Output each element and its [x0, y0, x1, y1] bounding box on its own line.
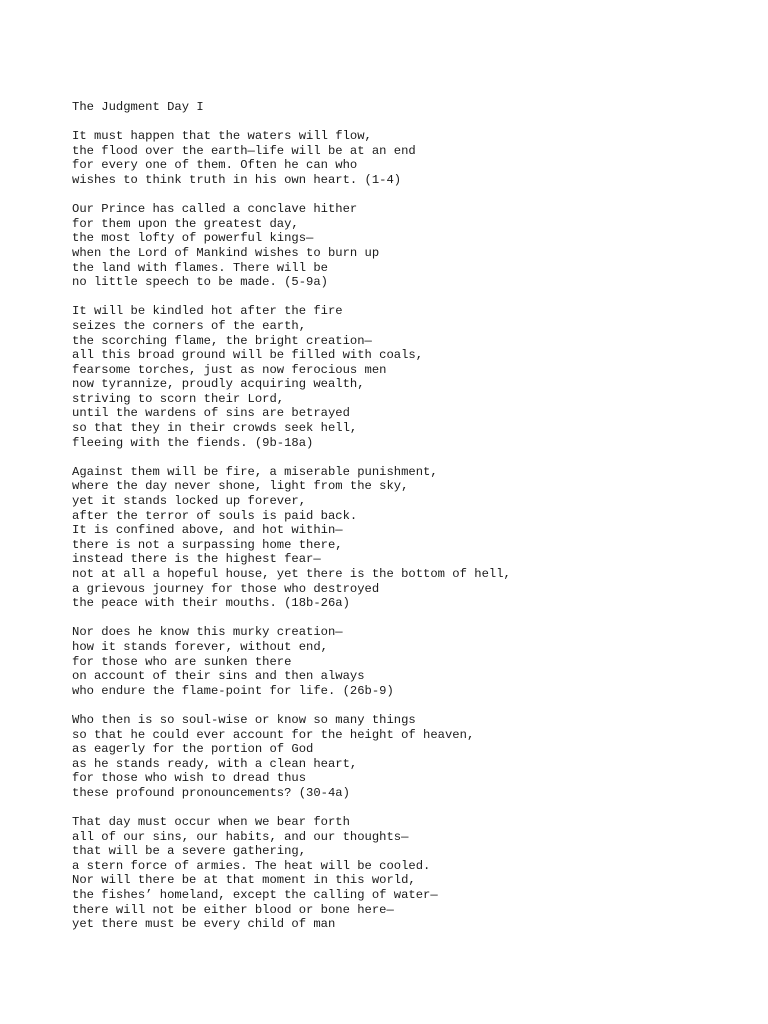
poem-line: no little speech to be made. (5-9a) — [72, 275, 328, 290]
poem-line: when the Lord of Mankind wishes to burn up — [72, 245, 380, 260]
poem-line: fleeing with the fiends. (9b-18a) — [72, 435, 314, 450]
poem-title: The Judgment Day I — [72, 100, 204, 114]
poem-line: yet it stands locked up forever, — [72, 494, 307, 509]
stanza-2 — [72, 202, 752, 290]
poem-line: fearsome torches, just as now ferocious men — [72, 362, 387, 377]
poem-line: for those who are sunken there — [72, 654, 292, 669]
poem-line: That day must occur when we bear forth — [72, 815, 350, 830]
poem-line: It is confined above, and hot within— — [72, 523, 343, 538]
poem-line: how it stands forever, without end, — [72, 639, 328, 654]
poem-line: It must happen that the waters will flow, — [72, 129, 372, 144]
poem-line: where the day never shone, light from the sky, — [72, 479, 409, 494]
poem-line: until the wardens of sins are betrayed — [72, 406, 350, 421]
poem-line: that will be a severe gathering, — [72, 844, 307, 859]
poem-line: a stern force of armies. The heat will be cooled. — [72, 858, 431, 873]
poem-line: all this broad ground will be filled with coals, — [72, 348, 424, 363]
poem-line: as eagerly for the portion of God — [72, 742, 314, 757]
poem-line: It will be kindled hot after the fire — [72, 304, 343, 319]
stanza-4 — [72, 465, 752, 611]
poem-line: now tyrannize, proudly acquiring wealth, — [72, 377, 365, 392]
poem-line: yet there must be every child of man — [72, 917, 336, 932]
poem-line: who endure the flame-point for life. (26b-9) — [72, 683, 394, 698]
poem-line: all of our sins, our habits, and our thoughts— — [72, 829, 409, 844]
poem-line: wishes to think truth in his own heart. (1-4) — [72, 172, 402, 187]
poem-line: as he stands ready, with a clean heart, — [72, 756, 358, 771]
poem-line: the most lofty of powerful kings— — [72, 231, 314, 246]
stanza-5 — [72, 625, 752, 698]
document-page — [72, 100, 752, 946]
poem-line: there is not a surpassing home there, — [72, 537, 343, 552]
poem-line: there will not be either blood or bone here— — [72, 902, 394, 917]
stanza-7 — [72, 815, 752, 932]
poem-line: Against them will be fire, a miserable punishment, — [72, 464, 438, 479]
poem-line: on account of their sins and then always — [72, 669, 365, 684]
poem-line: the land with flames. There will be — [72, 260, 328, 275]
poem-line: so that he could ever account for the height of heaven, — [72, 727, 475, 742]
poem-line: Who then is so soul-wise or know so many things — [72, 712, 416, 727]
poem-line: the peace with their mouths. (18b-26a) — [72, 596, 350, 611]
stanza-3 — [72, 304, 752, 450]
poem-line: so that they in their crowds seek hell, — [72, 421, 358, 436]
poem-line: Nor does he know this murky creation— — [72, 625, 343, 640]
poem-line: these profound pronouncements? (30-4a) — [72, 785, 350, 800]
poem-line: for every one of them. Often he can who — [72, 158, 358, 173]
poem-line: striving to scorn their Lord, — [72, 391, 285, 406]
poem-line: seizes the corners of the earth, — [72, 318, 307, 333]
poem-line: Nor will there be at that moment in this world, — [72, 873, 416, 888]
poem-line: for those who wish to dread thus — [72, 771, 307, 786]
poem-line: the fishes’ homeland, except the calling of water— — [72, 888, 438, 903]
poem-line: after the terror of souls is paid back. — [72, 508, 358, 523]
poem-line: the flood over the earth—life will be at an end — [72, 143, 416, 158]
poem-line: for them upon the greatest day, — [72, 216, 299, 231]
stanza-6 — [72, 713, 752, 801]
poem-line: Our Prince has called a conclave hither — [72, 202, 358, 217]
poem-line: a grievous journey for those who destroyed — [72, 581, 380, 596]
poem-line: instead there is the highest fear— — [72, 552, 321, 567]
poem-line: the scorching flame, the bright creation— — [72, 333, 372, 348]
stanza-1 — [72, 129, 752, 187]
poem-line: not at all a hopeful house, yet there is the bottom of hell, — [72, 567, 511, 581]
